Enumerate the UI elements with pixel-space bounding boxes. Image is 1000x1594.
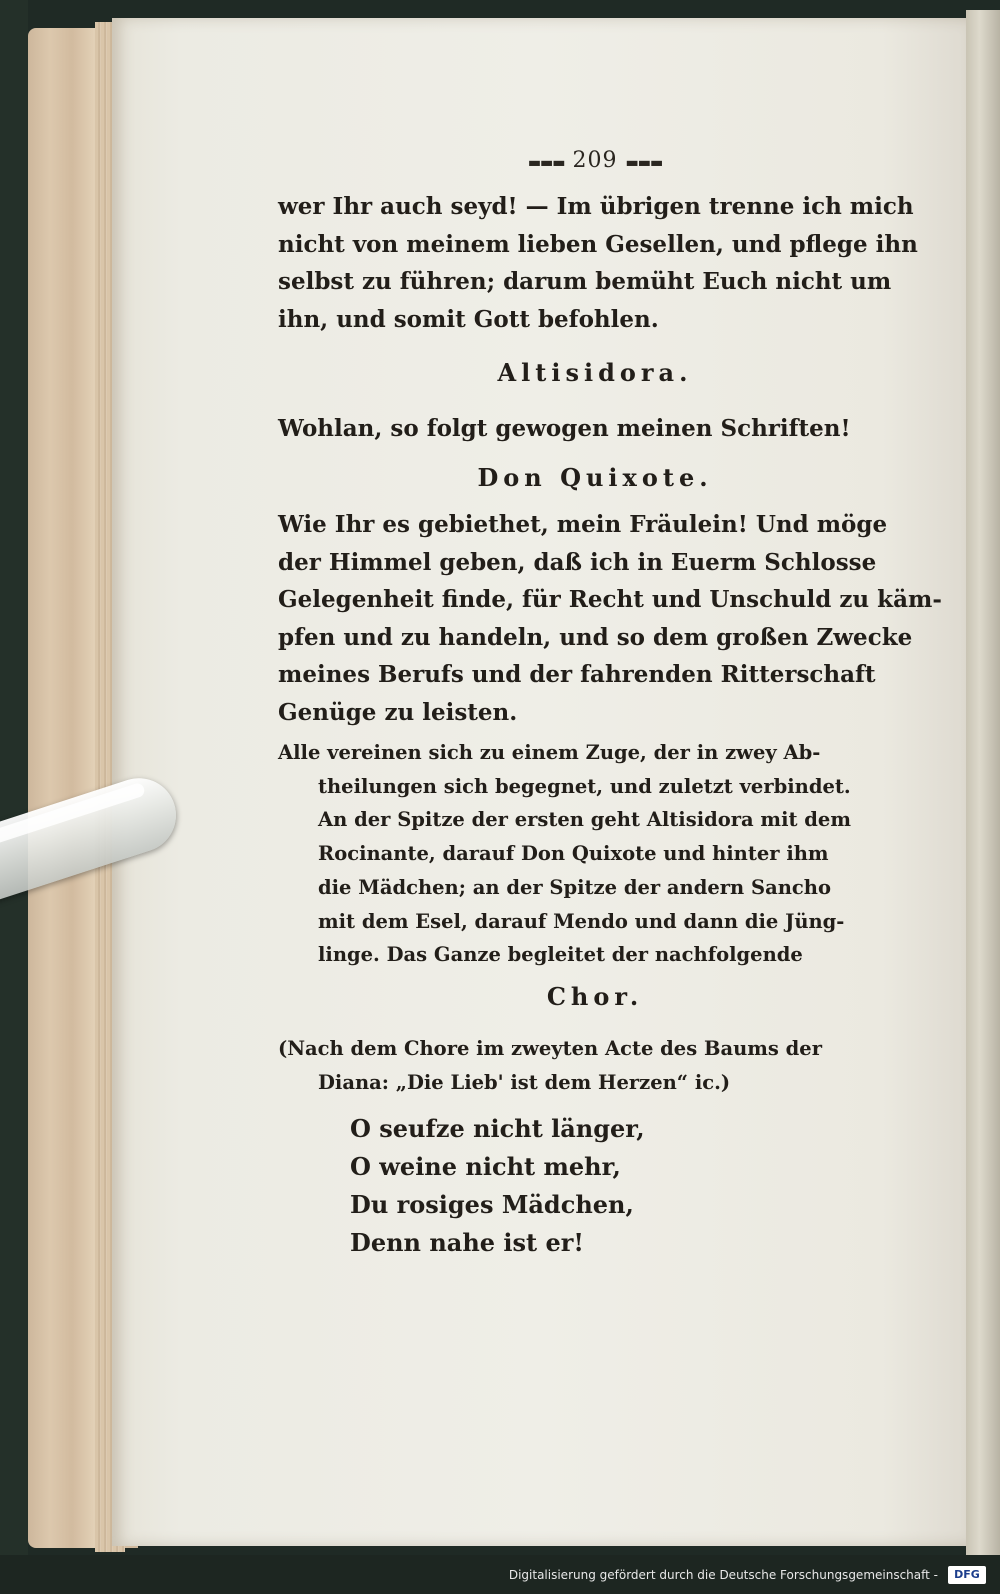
text-line: theilungen sich begegnet, und zuletzt verbindet. [318,774,851,798]
digitization-credit: Digitalisierung gefördert durch die Deutsche Forschungsgemeinschaft - [508,1568,938,1582]
text-line: nicht von meinem lieben Gesellen, und pflege ihn [278,230,918,258]
text-line: die Mädchen; an der Spitze der andern Sancho [318,875,831,899]
text-line: Genüge zu leisten. [278,698,518,726]
header-ornament-left: ▬▬▬ [527,155,565,171]
text-line: linge. Das Ganze begleitet der nachfolgende [318,943,803,967]
text-line: Wie Ihr es gebiethet, mein Fräulein! Und möge [278,511,888,538]
speaker-heading: Altisidora. [497,358,693,387]
header-ornament-right: ▬▬▬ [625,155,663,171]
text-line: Rocinante, darauf Don Quixote und hinter ihm [318,842,829,866]
text-line: (Nach dem Chore im zweyten Acte des Baums der [278,1037,822,1060]
quixote-paragraph [278,506,942,732]
opening-paragraph [278,188,918,338]
verse-line: O weine nicht mehr, [350,1152,621,1181]
text-line: Wohlan, so folgt gewogen meinen Schriften! [278,415,851,442]
speaker-heading: Chor. [546,982,644,1011]
speaker-heading: Don Quixote. [477,463,713,492]
chorus-note [278,1032,912,1099]
altisidora-line [278,410,912,448]
verse-line: O seufze nicht länger, [350,1114,645,1143]
page-header [500,148,690,173]
text-line: meines Berufs und der fahrenden Ritterschaft [278,661,876,689]
text-line: Alle vereinen sich zu einem Zuge, der in zwey Ab- [278,741,821,764]
stage-direction [278,736,912,972]
text-line: mit dem Esel, darauf Mendo und dann die Jüng- [318,909,845,933]
text-line: selbst zu führen; darum bemüht Euch nicht um [278,268,892,296]
text-line: ihn, und somit Gott befohlen. [278,305,659,333]
dfg-logo: DFG [948,1566,986,1584]
verse-line: Denn nahe ist er! [350,1228,584,1257]
song-verse [350,1110,850,1262]
text-line: pfen und zu handeln, und so dem großen Zwecke [278,623,913,651]
book-gutter [966,10,1000,1555]
verse-line: Du rosiges Mädchen, [350,1190,634,1219]
text-line: An der Spitze der ersten geht Altisidora mit dem [318,808,851,832]
text-line: Gelegenheit finde, für Recht und Unschuld zu käm- [278,586,942,614]
page-number: 209 [572,148,618,173]
text-line: wer Ihr auch seyd! — Im übrigen trenne ich mich [278,193,914,220]
text-line: der Himmel geben, daß ich in Euerm Schlosse [278,548,877,576]
text-line: Diana: „Die Lieb' ist dem Herzen“ ic.) [318,1070,731,1094]
